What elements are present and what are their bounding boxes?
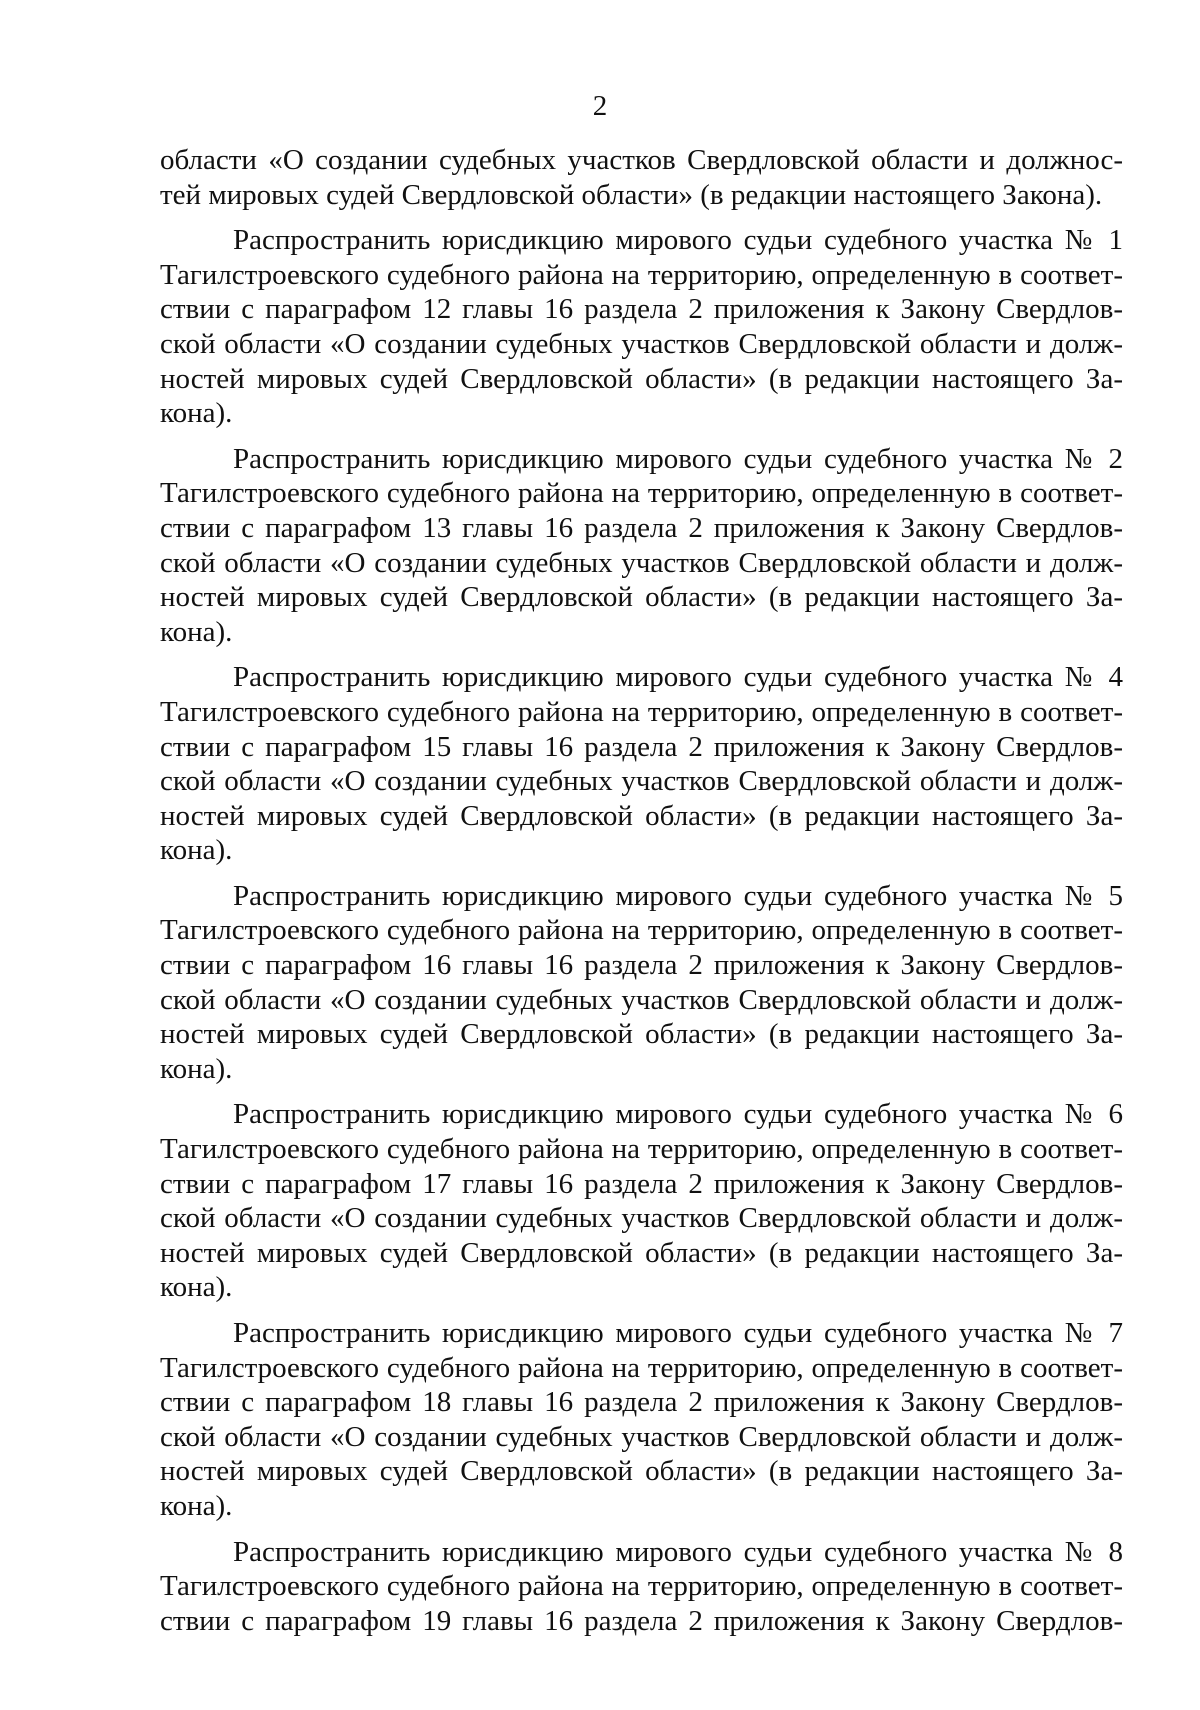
- text-line: кона).: [160, 1052, 233, 1085]
- text-line: ностей мировых судей Свердловской области» (в редакции настоящего За-: [160, 1236, 1123, 1269]
- text-line: ствии с параграфом 16 главы 16 раздела 2 приложения к Закону Свердлов-: [160, 949, 1123, 982]
- paragraph-6: [160, 1097, 1123, 1305]
- text-line: ской области «О создании судебных участков Свердловской области и долж-: [160, 765, 1123, 798]
- text-line: ностей мировых судей Свердловской области» (в редакции настоящего За-: [160, 1455, 1123, 1488]
- text-line: Распространить юрисдикцию мирового судьи судебного участка № 7: [233, 1317, 1123, 1349]
- text-line: Распространить юрисдикцию мирового судьи судебного участка № 8: [233, 1535, 1123, 1568]
- text-line: кона).: [160, 1271, 233, 1304]
- document-body: [160, 143, 1123, 1649]
- text-line: Тагилстроевского судебного района на территорию, определенную в соответ-: [160, 914, 1123, 947]
- text-line: ностей мировых судей Свердловской области» (в редакции настоящего За-: [160, 1018, 1123, 1051]
- paragraph-4: [160, 660, 1123, 868]
- text-line: Тагилстроевского судебного района на территорию, определенную в соответ-: [160, 695, 1123, 728]
- text-line: тей мировых судей Свердловской области» (в редакции настоящего Закона).: [160, 178, 1103, 211]
- text-line: ской области «О создании судебных участков Свердловской области и долж-: [160, 1202, 1123, 1235]
- text-line: кона).: [160, 834, 233, 867]
- text-line: ской области «О создании судебных участков Свердловской области и долж-: [160, 1420, 1123, 1453]
- text-line: Тагилстроевского судебного района на территорию, определенную в соответ-: [160, 477, 1123, 510]
- paragraph-1: [160, 143, 1123, 212]
- text-line: Тагилстроевского судебного района на территорию, определенную в соответ-: [160, 1351, 1123, 1384]
- text-line: кона).: [160, 1489, 233, 1522]
- paragraph-7: [160, 1316, 1123, 1524]
- page-number: 2: [592, 90, 608, 122]
- text-line: Распространить юрисдикцию мирового судьи судебного участка № 5: [233, 879, 1123, 912]
- paragraph-2: [160, 223, 1123, 431]
- text-line: кона).: [160, 397, 233, 430]
- text-line: кона).: [160, 615, 233, 648]
- text-line: Распространить юрисдикцию мирового судьи судебного участка № 6: [233, 1098, 1123, 1131]
- text-line: Тагилстроевского судебного района на территорию, определенную в соответ-: [160, 1133, 1123, 1166]
- text-line: ностей мировых судей Свердловской области» (в редакции настоящего За-: [160, 581, 1123, 614]
- text-line: Тагилстроевского судебного района на территорию, определенную в соответ-: [160, 1570, 1123, 1603]
- text-line: ствии с параграфом 19 главы 16 раздела 2 приложения к Закону Свердлов-: [160, 1604, 1123, 1637]
- text-line: ствии с параграфом 18 главы 16 раздела 2 приложения к Закону Свердлов-: [160, 1386, 1123, 1419]
- paragraph-5: [160, 879, 1123, 1087]
- text-line: области «О создании судебных участков Свердловской области и должнос-: [160, 144, 1123, 176]
- text-line: ской области «О создании судебных участков Свердловской области и долж-: [160, 327, 1123, 360]
- text-line: ствии с параграфом 13 главы 16 раздела 2 приложения к Закону Свердлов-: [160, 511, 1123, 544]
- text-line: ской области «О создании судебных участков Свердловской области и долж-: [160, 983, 1123, 1016]
- text-line: Распространить юрисдикцию мирового судьи судебного участка № 1: [233, 224, 1123, 257]
- text-line: ствии с параграфом 15 главы 16 раздела 2 приложения к Закону Свердлов-: [160, 730, 1123, 763]
- text-line: Распространить юрисдикцию мирового судьи судебного участка № 2: [233, 442, 1123, 475]
- text-line: ствии с параграфом 17 главы 16 раздела 2 приложения к Закону Свердлов-: [160, 1167, 1123, 1200]
- text-line: ствии с параграфом 12 главы 16 раздела 2 приложения к Закону Свердлов-: [160, 293, 1123, 326]
- text-line: Тагилстроевского судебного района на территорию, определенную в соответ-: [160, 258, 1123, 291]
- paragraph-8: [160, 1535, 1123, 1639]
- text-line: ской области «О создании судебных участков Свердловской области и долж-: [160, 546, 1123, 579]
- paragraph-3: [160, 442, 1123, 650]
- text-line: Распространить юрисдикцию мирового судьи судебного участка № 4: [233, 661, 1123, 694]
- text-line: ностей мировых судей Свердловской области» (в редакции настоящего За-: [160, 362, 1123, 395]
- text-line: ностей мировых судей Свердловской области» (в редакции настоящего За-: [160, 799, 1123, 832]
